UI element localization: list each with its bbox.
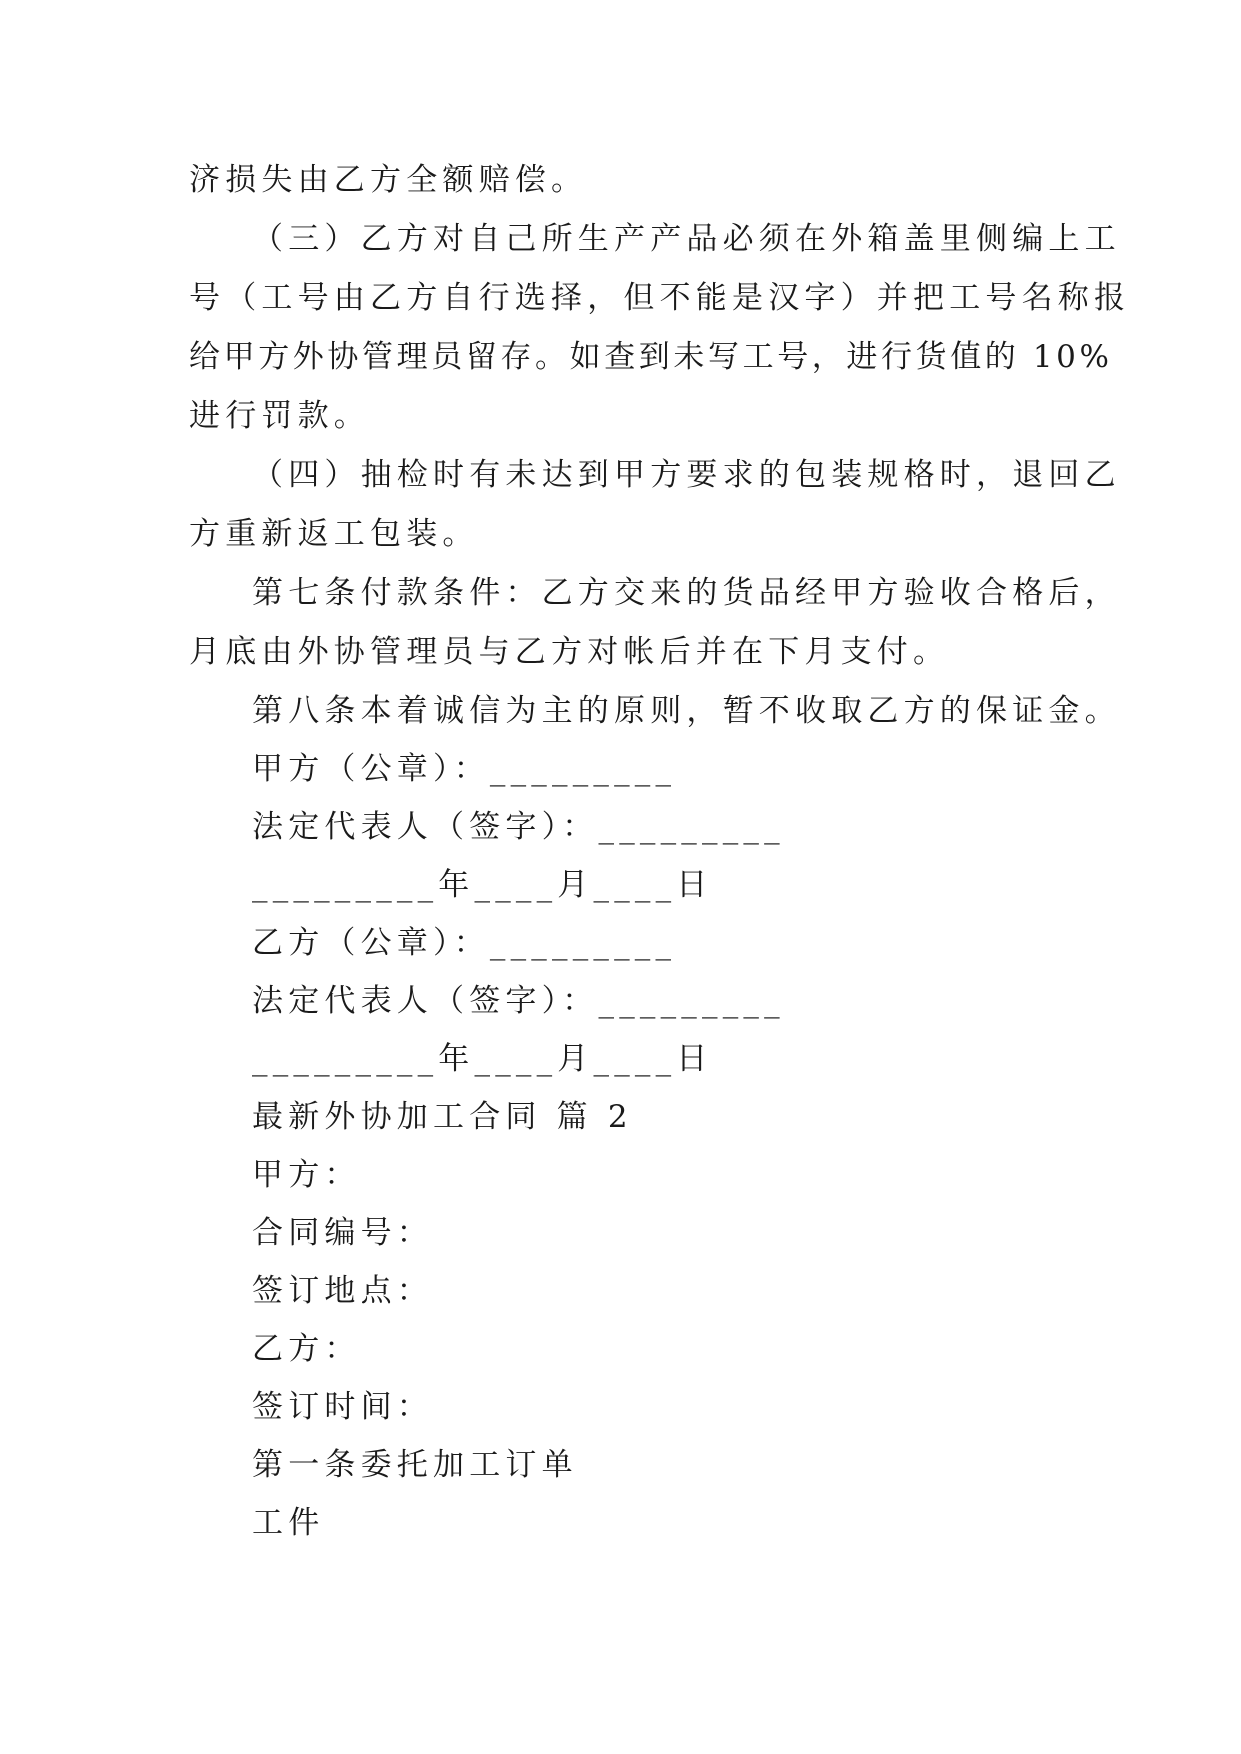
signature-line: 法定代表人（签字）：_________	[252, 983, 785, 1019]
signature-line: 法定代表人（签字）：_________	[252, 809, 785, 845]
date-line: _________年____月____日	[252, 1041, 713, 1077]
body-line: 给甲方外协管理员留存。如查到未写工号，进行货值的 10%	[189, 339, 1113, 375]
body-line: （四）抽检时有未达到甲方要求的包装规格时，退回乙	[252, 457, 1121, 493]
date-line: _________年____月____日	[252, 867, 713, 903]
form-field-label: 签订地点：	[252, 1273, 433, 1309]
body-line: 济损失由乙方全额赔偿。	[189, 162, 588, 198]
signature-line: 甲方（公章）：_________	[252, 751, 677, 787]
body-line: 号（工号由乙方自行选择，但不能是汉字）并把工号名称报	[189, 280, 1131, 316]
body-line: 月底由外协管理员与乙方对帐后并在下月支付。	[189, 634, 950, 670]
clause-heading: 第一条委托加工订单	[252, 1447, 578, 1483]
body-line: 进行罚款。	[189, 398, 370, 434]
form-field-label: 合同编号：	[252, 1215, 433, 1251]
body-line: 第七条付款条件：乙方交来的货品经甲方验收合格后，	[252, 575, 1121, 611]
body-line: 工件	[252, 1505, 325, 1541]
body-line: 方重新返工包装。	[189, 516, 479, 552]
form-field-label: 签订时间：	[252, 1389, 433, 1425]
section-heading: 最新外协加工合同 篇 2	[252, 1099, 633, 1135]
form-field-label: 乙方：	[252, 1331, 361, 1367]
form-field-label: 甲方：	[252, 1157, 361, 1193]
body-line: 第八条本着诚信为主的原则，暂不收取乙方的保证金。	[252, 693, 1121, 729]
signature-line: 乙方（公章）：_________	[252, 925, 677, 961]
body-line: （三）乙方对自己所生产产品必须在外箱盖里侧编上工	[252, 221, 1121, 257]
